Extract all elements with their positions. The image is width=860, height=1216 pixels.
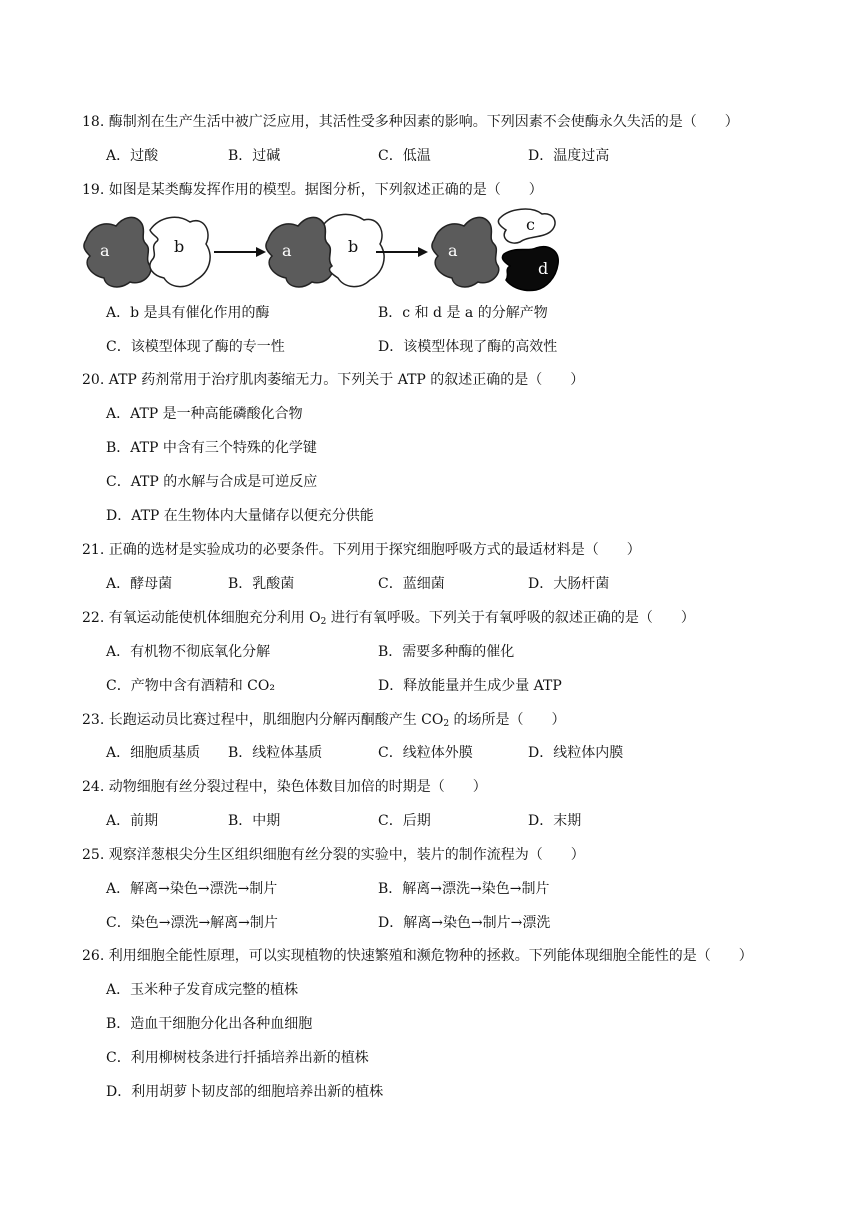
q24-option-d: D．末期 xyxy=(528,813,582,829)
q19-option-b: B．c 和 d 是 a 的分解产物 xyxy=(378,305,548,321)
question-26-stem: 26. 利用细胞全能性原理，可以实现植物的快速繁殖和濒危物种的拯救。下列能体现细胞全能性的是（ ） xyxy=(82,948,753,964)
q22-option-d: D．释放能量并生成少量 ATP xyxy=(378,678,562,694)
q23-option-c: C．线粒体外膜 xyxy=(378,745,473,761)
q26-option-d: D．利用胡萝卜韧皮部的细胞培养出新的植株 xyxy=(106,1084,384,1100)
enzyme-a-shape-3 xyxy=(432,217,499,287)
label-b-2: b xyxy=(348,237,359,256)
question-22-stem: 22. 有氧运动能使机体细胞充分利用 $O_2$ 进行有氧呼吸。下列关于有氧呼吸的叙述正确的是（ ） xyxy=(82,610,695,627)
q20-option-d: D．ATP 在生物体内大量储存以便充分供能 xyxy=(106,508,374,524)
q20-option-c: C．ATP 的水解与合成是可逆反应 xyxy=(106,474,318,490)
q19-option-c: C．该模型体现了酶的专一性 xyxy=(106,339,285,355)
q22-option-b: B．需要多种酶的催化 xyxy=(378,644,515,660)
q20-option-b: B．ATP 中含有三个特殊的化学键 xyxy=(106,440,317,456)
q18-option-a: A．过酸 xyxy=(106,148,159,164)
q19-option-d: D．该模型体现了酶的高效性 xyxy=(378,339,558,355)
q25-option-b: B．解离→漂洗→染色→制片 xyxy=(378,881,550,897)
q25-option-d: D．解离→染色→制片→漂洗 xyxy=(378,915,551,931)
q23-option-a: A．细胞质基质 xyxy=(106,745,201,761)
enzyme-a-shape-1 xyxy=(84,217,151,287)
arrow-1-head xyxy=(256,247,266,257)
question-21-stem: 21. 正确的选材是实验成功的必要条件。下列用于探究细胞呼吸方式的最适材料是（ ） xyxy=(82,542,641,558)
q21-option-b: B．乳酸菌 xyxy=(228,576,295,592)
q24-option-c: C．后期 xyxy=(378,813,431,829)
label-c: c xyxy=(526,215,535,234)
q24-option-b: B．中期 xyxy=(228,813,281,829)
q20-option-a: A．ATP 是一种高能磷酸化合物 xyxy=(106,406,303,422)
q25-option-a: A．解离→染色→漂洗→制片 xyxy=(106,881,278,897)
question-23-stem: 23. 长跑运动员比赛过程中，肌细胞内分解丙酮酸产生 $CO_2$ 的场所是（ ） xyxy=(82,712,566,729)
q25-option-c: C．染色→漂洗→解离→制片 xyxy=(106,915,278,931)
q23-option-b: B．线粒体基质 xyxy=(228,745,323,761)
question-18-stem: 18. 酶制剂在生产生活中被广泛应用，其活性受多种因素的影响。下列因素不会使酶永久失活的是（ ） xyxy=(82,114,739,130)
q18-option-d: D．温度过高 xyxy=(528,148,610,164)
question-25-stem: 25. 观察洋葱根尖分生区组织细胞有丝分裂的实验中，装片的制作流程为（ ） xyxy=(82,847,585,863)
question-19-stem: 19. 如图是某类酶发挥作用的模型。据图分析，下列叙述正确的是（ ） xyxy=(82,182,543,198)
q26-option-c: C．利用柳树枝条进行扦插培养出新的植株 xyxy=(106,1050,369,1066)
q26-option-a: A．玉米种子发育成完整的植株 xyxy=(106,982,299,998)
q23-option-d: D．线粒体内膜 xyxy=(528,745,624,761)
question-20-stem: 20. ATP 药剂常用于治疗肌肉萎缩无力。下列关于 ATP 的叙述正确的是（ ） xyxy=(82,372,585,388)
enzyme-model-figure xyxy=(80,208,580,298)
q18-option-c: C．低温 xyxy=(378,148,431,164)
q21-option-a: A．酵母菌 xyxy=(106,576,173,592)
product-d-shape xyxy=(502,247,558,291)
label-b-1: b xyxy=(174,237,185,256)
q26-option-b: B．造血干细胞分化出各种血细胞 xyxy=(106,1016,313,1032)
label-a-3: a xyxy=(448,241,458,260)
q22-option-a: A．有机物不彻底氧化分解 xyxy=(106,644,271,660)
label-a-2: a xyxy=(282,241,292,260)
q21-option-d: D．大肠杆菌 xyxy=(528,576,610,592)
q22-option-c: C．产物中含有酒精和 CO₂ xyxy=(106,678,275,694)
arrow-2-head xyxy=(418,247,428,257)
q19-option-a: A．b 是具有催化作用的酶 xyxy=(106,305,270,321)
q18-option-b: B．过碱 xyxy=(228,148,281,164)
question-24-stem: 24. 动物细胞有丝分裂过程中，染色体数目加倍的时期是（ ） xyxy=(82,779,487,795)
label-a-1: a xyxy=(100,241,110,260)
q21-option-c: C．蓝细菌 xyxy=(378,576,445,592)
label-d: d xyxy=(538,259,549,278)
q24-option-a: A．前期 xyxy=(106,813,159,829)
enzyme-a-shape-2 xyxy=(266,217,333,287)
